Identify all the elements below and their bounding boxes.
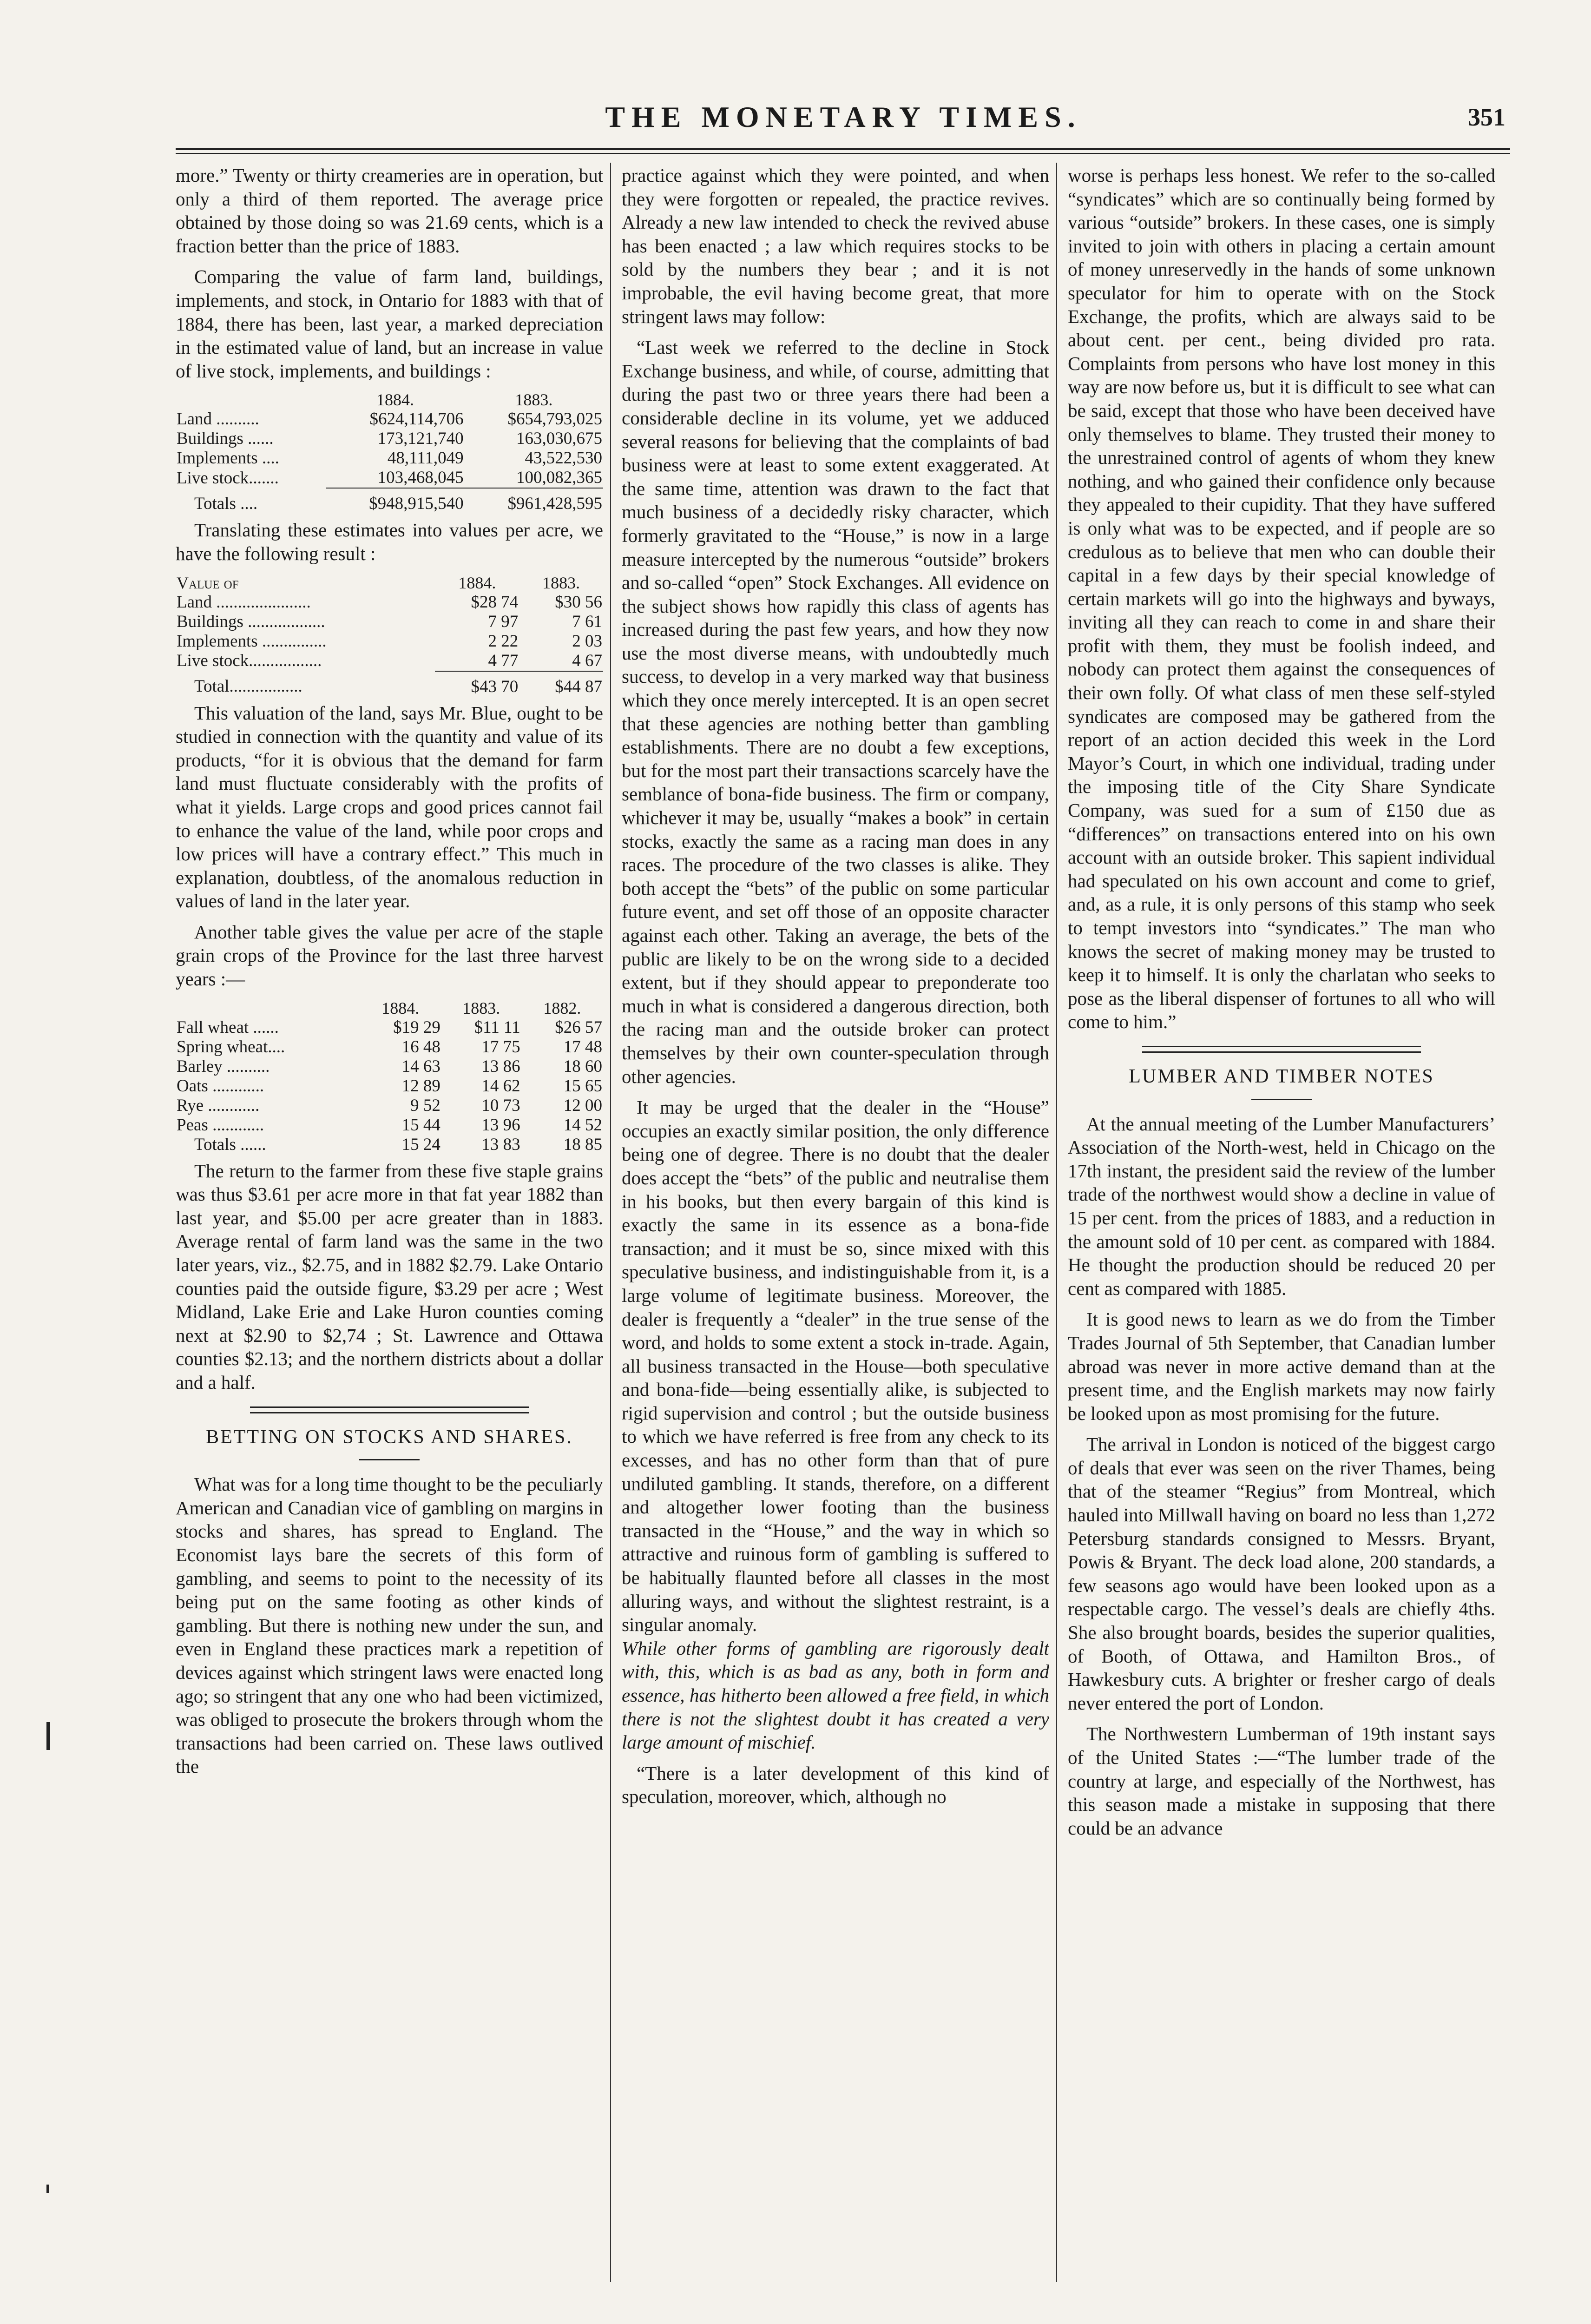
quoted-paragraph: It may be urged that the dealer in the “House” occupies an exactly similar position, the only difference being one of degree. There is no doubt that the dealer does accept the “bets” of the public and neutralise them in his books, but then every bargain of this kind is exactly the same in its essence as a bona-fide transaction; and it must be so, since mixed with this speculative business, and indistinguishable from it, is a large volume of legitimate business. Moreover, the dealer is frequently a “dealer” in the true sense of the word, and holds to some extent a stock in-trade. Again, all business transacted in the House—both speculative and bona-fide—being essentially alike, is subjected to rigid supervision and control ; but the outside business to which we have referred is free from any check to its excesses, and has no other form than that of pure undiluted gambling. It stands, therefore, on a different and altogether lower footing than the business transacted in the “House,” and the way in which so attractive and ruinous form of gambling is suffered to be habitually flaunted before all classes in the most alluring ways, and without the slightest restraint, is a singular anomaly.	[622, 1096, 1049, 1636]
year-header: 1883.	[462, 998, 500, 1017]
year-header: 1882.	[543, 998, 581, 1017]
table-row: Rye ............ 9 52 10 73 12 00	[177, 1096, 602, 1115]
section-heading: BETTING ON STOCKS AND SHARES.	[206, 1426, 573, 1448]
paragraph: more.” Twenty or thirty creameries are in operation, but only a third of them reported. The average price obtained by those doing so was 21.69 cents, which is a fraction better than the price of 1883.	[176, 165, 603, 257]
heading-rule	[1251, 1099, 1312, 1100]
grain-crops-table	[176, 998, 603, 1155]
year-header: 1883.	[515, 390, 553, 409]
margin-mark	[46, 2185, 49, 2193]
table-row: Barley .......... 14 63 13 86 18 60	[177, 1056, 602, 1076]
per-acre-table: Value of 1884. 1883. Land ...................... $28 74 $30 56 Buildings .................. 7 97 7 61 Implements ............... 2 22 2 03 Live stock................. 4 77 4 67 Total................. $43 70 $44 87	[177, 573, 602, 696]
table-total-row: Total................. $43 70 $44 87	[176, 671, 603, 697]
year-header: 1883.	[542, 573, 580, 592]
farm-value-table	[176, 390, 603, 514]
italic-passage: While other forms of gambling are rigorously dealt with, this, which is as bad as any, both in form and essence, has hitherto been allowed a free field, in which there is not the slightest doubt it has created a very large amount of mischief.	[622, 1637, 1049, 1753]
table-total-row: Totals .... $948,915,540 $961,428,595	[176, 488, 603, 514]
table-row: Buildings ...... 173,121,740 163,030,675	[177, 429, 602, 449]
table-row: Live stock....... 103,468,045 100,082,365	[177, 468, 602, 488]
table-row: Oats ............ 12 89 14 62 15 65	[177, 1076, 602, 1096]
table-row: Live stock................. 4 77 4 67	[177, 651, 602, 671]
section-heading: LUMBER AND TIMBER NOTES	[1129, 1065, 1434, 1087]
table-row: Totals ...... 15 24 13 83 18 85	[194, 1135, 602, 1154]
paragraph: The arrival in London is noticed of the biggest cargo of deals that ever was seen on the river Thames, being that of the steamer “Regius” from Montreal, which hauled into Millwall having on board no less than 1,272 Petersburg standards consigned to Messrs. Bryant, Powis & Bryant. The deck load alone, 200 standards, a few seasons ago would have been looked upon as a respectable cargo. The vessel’s deals are chiefly 4ths. She also brought boards, besides the superior qualities, of Booth, of Ottawa, and Hamilton Bros., of Hawkesbury cuts. A brighter or fresher cargo of deals never entered the port of London.	[1068, 1433, 1495, 1714]
paragraph: worse is perhaps less honest. We refer to the so-called “syndicates” which are so continually being formed by various “outside” brokers. In these cases, one is simply invited to join with others in placing a certain amount of money unreservedly in the hands of some unknown speculator for him to operate with on the Stock Exchange, the profits, which are always said to be about cent. per cent., being divided pro rata. Complaints from persons who have lost money in this way are now before us, but it is difficult to see what can be said, except that those who have been deceived have only themselves to blame. They trusted their money to the unrestrained control of agents of whom they knew nothing, and who gained their confidence only because they appealed to their cupidity. That they have suffered is only what was to be expected, and if people are so credulous as to believe that men who can double their capital in a few days by their special knowledge of certain markets will go into the highways and byways, inviting all they can reach to come in and share their profit with them, they must be foolish indeed, and nobody can protect them against the consequences of their own folly. Of what class of men these self-styled syndicates are composed may be gathered from the report of an action decided this week in the Lord Mayor’s Court, in which one individual, trading under the imposing title of the City Share Syndicate Company, was sued for a sum of £150 due as “differences” on transactions entered into on his own account with an outside broker. This sapient individual had speculated on his own account and come to grief, and, as a rule, it is only persons of this stamp who seek to tempt investors into “syndicates.” The man who knows the secret of making money may be trusted to keep it to himself. It is only the charlatan who seeks to pose as the liberal dispenser of fortunes to all who will come to him.”	[1068, 165, 1495, 1033]
table-row: Spring wheat.... 16 48 17 75 17 48	[177, 1037, 602, 1056]
masthead: THE MONETARY TIMES.	[605, 100, 1082, 133]
paragraph: The return to the farmer from these five staple grains was thus $3.61 per acre more in that fat year 1882 than last year, and $5.00 per acre greater than in 1883. Average rental of farm land was the same in the two later years, viz., $2.75, and in 1882 $2.79. Lake Ontario counties paid the outside figure, $3.29 per acre ; West Midland, Lake Erie and Lake Huron counties coming next at $2.90 to $2,74 ; St. Lawrence and Ottawa counties $2.13; and the northern districts about a dollar and a half.	[176, 1160, 603, 1393]
paragraph: Translating these estimates into values per acre, we have the following result :	[176, 519, 603, 564]
year-header: 1884.	[381, 998, 420, 1017]
page-header	[177, 100, 1510, 142]
header-rule	[176, 148, 1510, 150]
table-row: Land .......... $624,114,706 $654,793,025	[177, 409, 602, 429]
margin-mark	[46, 1722, 50, 1750]
column-divider	[610, 163, 611, 2282]
paragraph: It is good news to learn as we do from the Timber Trades Journal of 5th September, that Canadian lumber abroad was never in more active demand than at the present time, and the English markets may now fairly be looked upon as most promising for the future.	[1068, 1308, 1495, 1424]
table-row: Implements .... 48,111,049 43,522,530	[177, 449, 602, 468]
column-1	[176, 164, 603, 2265]
quoted-paragraph: “Last week we referred to the decline in Stock Exchange business, and while, of course, admitting that during the past two or three years there had been a considerable decline in its volume, yet we adduced several reasons for believing that the complaints of bad business were at least to some extent exaggerated. At the same time, attention was drawn to the fact that much business of a decidedly risky character, which formerly gravitated to the “House,” is now in a large measure intercepted by the numerous “outside” brokers and so-called “open” Stock Exchanges. All evidence on the subject shows how rapidly this class of agents has increased during the past few years, and how they now use the most diverse means, with undoubtedly much success, to develop in a very marked way that business which they once merely intercepted. It is an open secret that these agencies are nothing better than gambling establishments. There are no doubt a few exceptions, but for the most part their transactions scarcely have the semblance of bona-fide business. The firm or company, whichever it may be, usually “makes a book” in certain stocks, exactly the same as a racing man does in any races. The procedure of the two classes is alike. They both accept the “bets” of the public on some particular future event, and set off those of an opposite character against each other. Taking an average, the bets of the public are likely to be on the wrong side to a decided extent, but if they should appear to preponderate too much in what is considered a dangerous direction, both the racing man and the outside broker can protect themselves by their own counter-speculation through other agencies.	[622, 337, 1049, 1087]
heading-rule	[359, 1459, 420, 1460]
paragraph: At the annual meeting of the Lumber Manufacturers’ Association of the North-west, held in Chicago on the 17th instant, the president said the review of the lumber trade of the northwest would show a decline in value of 15 per cent. from the prices of 1883, and a reduction in the amount sold of 10 per cent. as compared with 1884. He thought the production should be reduced 20 per cent as compared with 1885.	[1068, 1113, 1495, 1299]
paragraph: Comparing the value of farm land, buildings, implements, and stock, in Ontario for 1883 with that of 1884, there has been, last year, a marked depreciation in the estimated value of land, but an increase in value of live stock, implements, and buildings :	[176, 266, 603, 382]
paragraph: What was for a long time thought to be the peculiarly American and Canadian vice of gambling on margins in stocks and shares, has spread to England. The Economist lays bare the secrets of this form of gambling, and seems to point to the necessity of its being put on the same footing as other kinds of gambling. But there is nothing new under the sun, and even in England these practices mark a repetition of devices against which stringent laws were enacted long ago; so stringent that any one who had been victimized, was obliged to prosecute the brokers through whom the transactions had been carried on. These laws outlived the	[176, 1473, 603, 1777]
paragraph: Another table gives the value per acre of the staple grain crops of the Province for the last three harvest years :—	[176, 921, 603, 990]
table-row: Implements ............... 2 22 2 03	[177, 631, 602, 651]
paragraph: The Northwestern Lumberman of 19th instant says of the United States :—“The lumber trade of the country at large, and especially of the Northwest, has this season made a mistake in supposing that there could be an advance	[1068, 1723, 1495, 1839]
table-row: Land ...................... $28 74 $30 56	[177, 592, 602, 612]
year-header: 1884.	[458, 573, 496, 592]
column-divider	[1056, 163, 1057, 2282]
column-2	[622, 164, 1049, 2265]
section-divider	[1142, 1046, 1421, 1053]
page-number: 351	[1468, 103, 1506, 131]
section-divider	[250, 1406, 529, 1413]
table-row: Buildings .................. 7 97 7 61	[177, 612, 602, 631]
paragraph: This valuation of the land, says Mr. Blue, ought to be studied in connection with the quantity and value of its products, “for it is obvious that the demand for farm land must fluctuate considerably with the profits of what it yields. Large crops and good prices cannot fail to enhance the value of the land, while poor crops and low prices will have a contrary effect.” This much in explanation, doubtless, of the anomalous reduction in values of land in the later year.	[176, 702, 603, 912]
paragraph: practice against which they were pointed, and when they were forgotten or repealed, the practice revives. Already a new law intended to check the revived abuse has been enacted ; a law which requires stocks to be sold by the numbers they bear ; and it is not improbable, the evil having become great, that more stringent laws may follow:	[622, 165, 1049, 327]
table-row: Fall wheat ...... $19 29 $11 11 $26 57	[177, 1017, 602, 1037]
header-rule-thin	[176, 153, 1510, 154]
year-header: 1884.	[376, 390, 414, 409]
table-row: Peas ............ 15 44 13 96 14 52	[177, 1115, 602, 1135]
quoted-paragraph: “There is a later development of this kind of speculation, moreover, which, although no	[622, 1762, 1049, 1808]
column-3	[1068, 164, 1495, 2265]
